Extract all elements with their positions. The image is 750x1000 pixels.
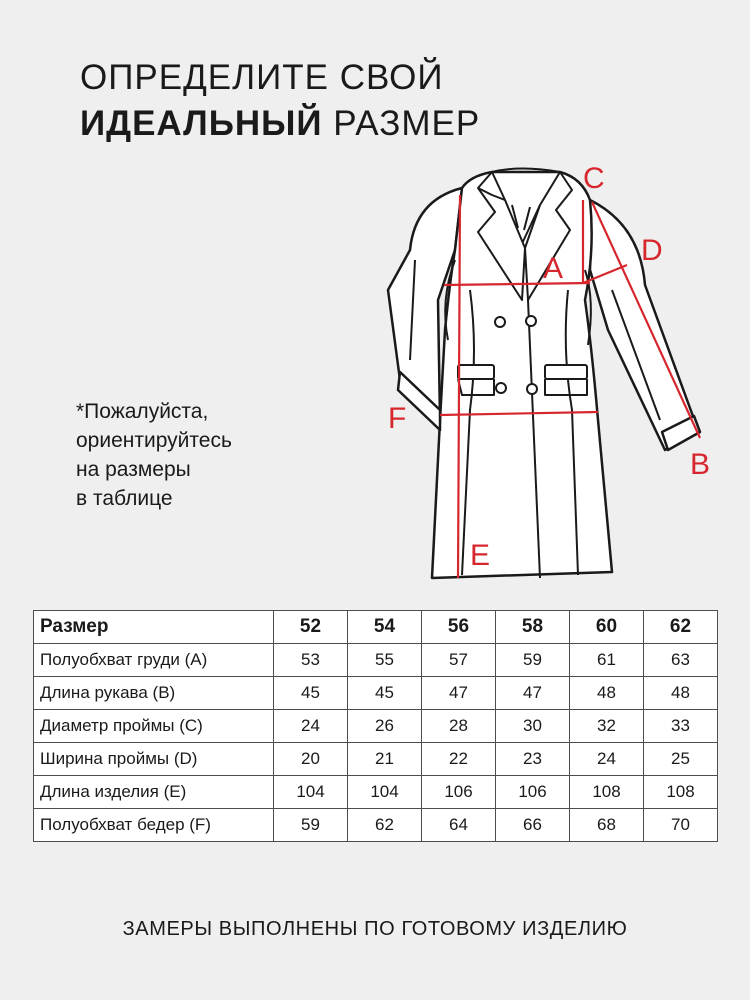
- label-c: C: [583, 162, 605, 195]
- table-row: [34, 677, 718, 710]
- header-cell: Размер: [34, 611, 274, 644]
- table-cell: 48: [570, 677, 644, 710]
- table-cell: 30: [496, 710, 570, 743]
- page-title: [80, 55, 480, 147]
- table-cell: 57: [422, 644, 496, 677]
- title-line-2: [80, 101, 480, 147]
- table-cell: 24: [274, 710, 348, 743]
- table-cell: 62: [348, 809, 422, 842]
- table-cell: 33: [644, 710, 718, 743]
- note-line: в таблице: [76, 487, 173, 510]
- note-line: *Пожалуйста,: [76, 400, 209, 423]
- note-line: ориентируйтесь: [76, 429, 232, 452]
- header-cell: 52: [274, 611, 348, 644]
- header-cell: 54: [348, 611, 422, 644]
- table-cell: 104: [274, 776, 348, 809]
- title-rest-word: РАЗМЕР: [322, 104, 481, 143]
- table-cell: 63: [644, 644, 718, 677]
- note-line: на размеры: [76, 458, 191, 481]
- table-cell: 66: [496, 809, 570, 842]
- table-cell: 64: [422, 809, 496, 842]
- table-row: [34, 743, 718, 776]
- table-cell: 28: [422, 710, 496, 743]
- table-cell: 59: [496, 644, 570, 677]
- title-bold-word: ИДЕАЛЬНЫЙ: [80, 104, 323, 143]
- header-cell: 58: [496, 611, 570, 644]
- table-row: [34, 809, 718, 842]
- label-d: D: [641, 234, 663, 267]
- table-cell: 104: [348, 776, 422, 809]
- header-cell: 56: [422, 611, 496, 644]
- row-label: Длина изделия (E): [34, 776, 274, 809]
- table-cell: 23: [496, 743, 570, 776]
- row-label: Диаметр проймы (C): [34, 710, 274, 743]
- table-cell: 47: [422, 677, 496, 710]
- table-row: [34, 644, 718, 677]
- table-header-row: [34, 611, 718, 644]
- row-label: Полуобхват бедер (F): [34, 809, 274, 842]
- table-cell: 45: [274, 677, 348, 710]
- table-cell: 61: [570, 644, 644, 677]
- table-row: [34, 710, 718, 743]
- table-cell: 25: [644, 743, 718, 776]
- label-a: A: [543, 252, 564, 285]
- row-label: Ширина проймы (D): [34, 743, 274, 776]
- table-cell: 108: [570, 776, 644, 809]
- table-cell: 55: [348, 644, 422, 677]
- coat-diagram: [370, 155, 740, 595]
- table-cell: 22: [422, 743, 496, 776]
- table-cell: 48: [644, 677, 718, 710]
- table-cell: 26: [348, 710, 422, 743]
- label-f: F: [388, 402, 407, 435]
- row-label: Полуобхват груди (A): [34, 644, 274, 677]
- title-line-1: ОПРЕДЕЛИТЕ СВОЙ: [80, 58, 444, 97]
- header-cell: 62: [644, 611, 718, 644]
- table-cell: 32: [570, 710, 644, 743]
- table-cell: 108: [644, 776, 718, 809]
- row-label: Длина рукава (B): [34, 677, 274, 710]
- table-cell: 106: [496, 776, 570, 809]
- table-cell: 24: [570, 743, 644, 776]
- table-row: [34, 776, 718, 809]
- table-cell: 20: [274, 743, 348, 776]
- table-cell: 45: [348, 677, 422, 710]
- header-cell: 60: [570, 611, 644, 644]
- size-note: [76, 397, 336, 513]
- table-cell: 68: [570, 809, 644, 842]
- table-cell: 70: [644, 809, 718, 842]
- label-e: E: [470, 539, 491, 572]
- footer-note: ЗАМЕРЫ ВЫПОЛНЕНЫ ПО ГОТОВОМУ ИЗДЕЛИЮ: [122, 918, 628, 940]
- table-cell: 59: [274, 809, 348, 842]
- size-table: [33, 610, 718, 842]
- table-cell: 53: [274, 644, 348, 677]
- table-cell: 21: [348, 743, 422, 776]
- table-cell: 47: [496, 677, 570, 710]
- table-cell: 106: [422, 776, 496, 809]
- label-b: B: [690, 448, 711, 481]
